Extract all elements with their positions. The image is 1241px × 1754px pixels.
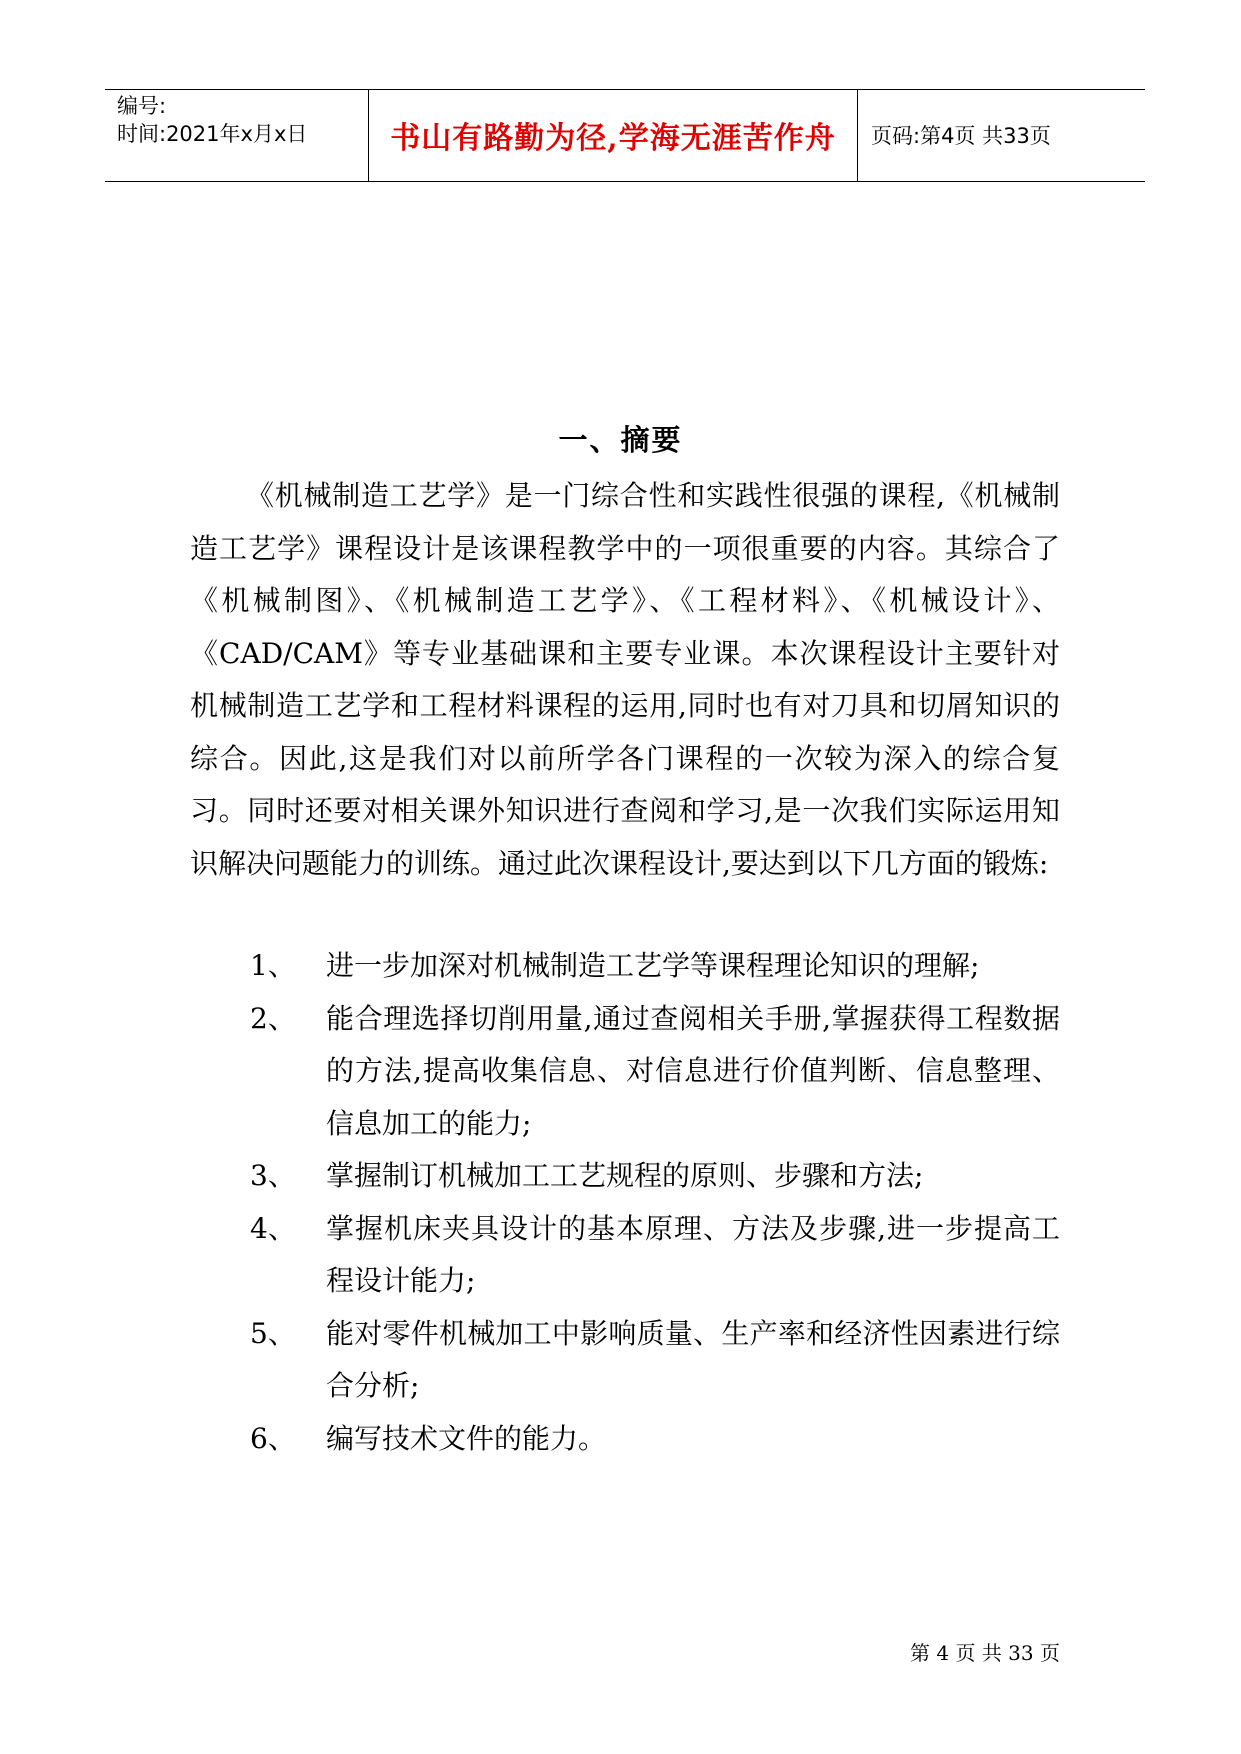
- list-item-text: 编写技术文件的能力。: [326, 1421, 607, 1455]
- list-item: [190, 1203, 1060, 1308]
- header-page-code: 页码:第4页 共33页: [871, 124, 1051, 148]
- document-number-label: 编号:: [117, 94, 167, 118]
- page-footer: 第 4 页 共 33 页: [910, 1641, 1060, 1665]
- list-item-number: 4、: [250, 1211, 296, 1245]
- objectives-list: [190, 940, 1060, 1465]
- list-item-text: 能合理选择切削用量,通过查阅相关手册,掌握获得工程数据的方法,提高收集信息、对信息进行价值判断、信息整理、信息加工的能力;: [326, 1001, 1060, 1140]
- list-item: [190, 1413, 1060, 1466]
- section-title: 一、摘要: [558, 423, 683, 457]
- list-item-text: 能对零件机械加工中影响质量、生产率和经济性因素进行综合分析;: [326, 1316, 1060, 1402]
- list-item: [190, 940, 1060, 993]
- list-item: [190, 1150, 1060, 1203]
- list-item: [190, 1308, 1060, 1413]
- abstract-paragraph: 《机械制造工艺学》是一门综合性和实践性很强的课程,《机械制造工艺学》课程设计是该课程教学中的一项很重要的内容。其综合了《机械制图》、《机械制造工艺学》、《工程材料》、《机械设计》、《CAD/CAM》等专业基础课和主要专业课。本次课程设计主要针对机械制造工艺学和工程材料课程的运用,同时也有对刀具和切屑知识的综合。因此,这是我们对以前所学各门课程的一次较为深入的综合复习。同时还要对相关课外知识进行查阅和学习,是一次我们实际运用知识解决问题能力的训练。通过此次课程设计,要达到以下几方面的锻炼:: [190, 479, 1060, 880]
- header-meta: [117, 92, 307, 148]
- list-item-text: 掌握机床夹具设计的基本原理、方法及步骤,进一步提高工程设计能力;: [326, 1211, 1060, 1297]
- list-item-text: 掌握制订机械加工工艺规程的原则、步骤和方法;: [326, 1159, 924, 1192]
- list-item-number: 5、: [250, 1316, 296, 1350]
- list-item-text: 进一步加深对机械制造工艺学等课程理论知识的理解;: [326, 949, 980, 982]
- list-item-number: 6、: [250, 1421, 296, 1455]
- page-header: [105, 89, 1145, 182]
- list-item-number: 2、: [250, 1001, 296, 1035]
- document-time-label: 时间:2021年x月x日: [117, 122, 308, 146]
- header-motto: 书山有路勤为径,学海无涯苦作舟: [390, 121, 836, 156]
- list-item-number: 3、: [250, 1159, 296, 1192]
- list-item-number: 1、: [250, 949, 296, 982]
- header-divider-right: [857, 89, 858, 182]
- list-item: [190, 993, 1060, 1151]
